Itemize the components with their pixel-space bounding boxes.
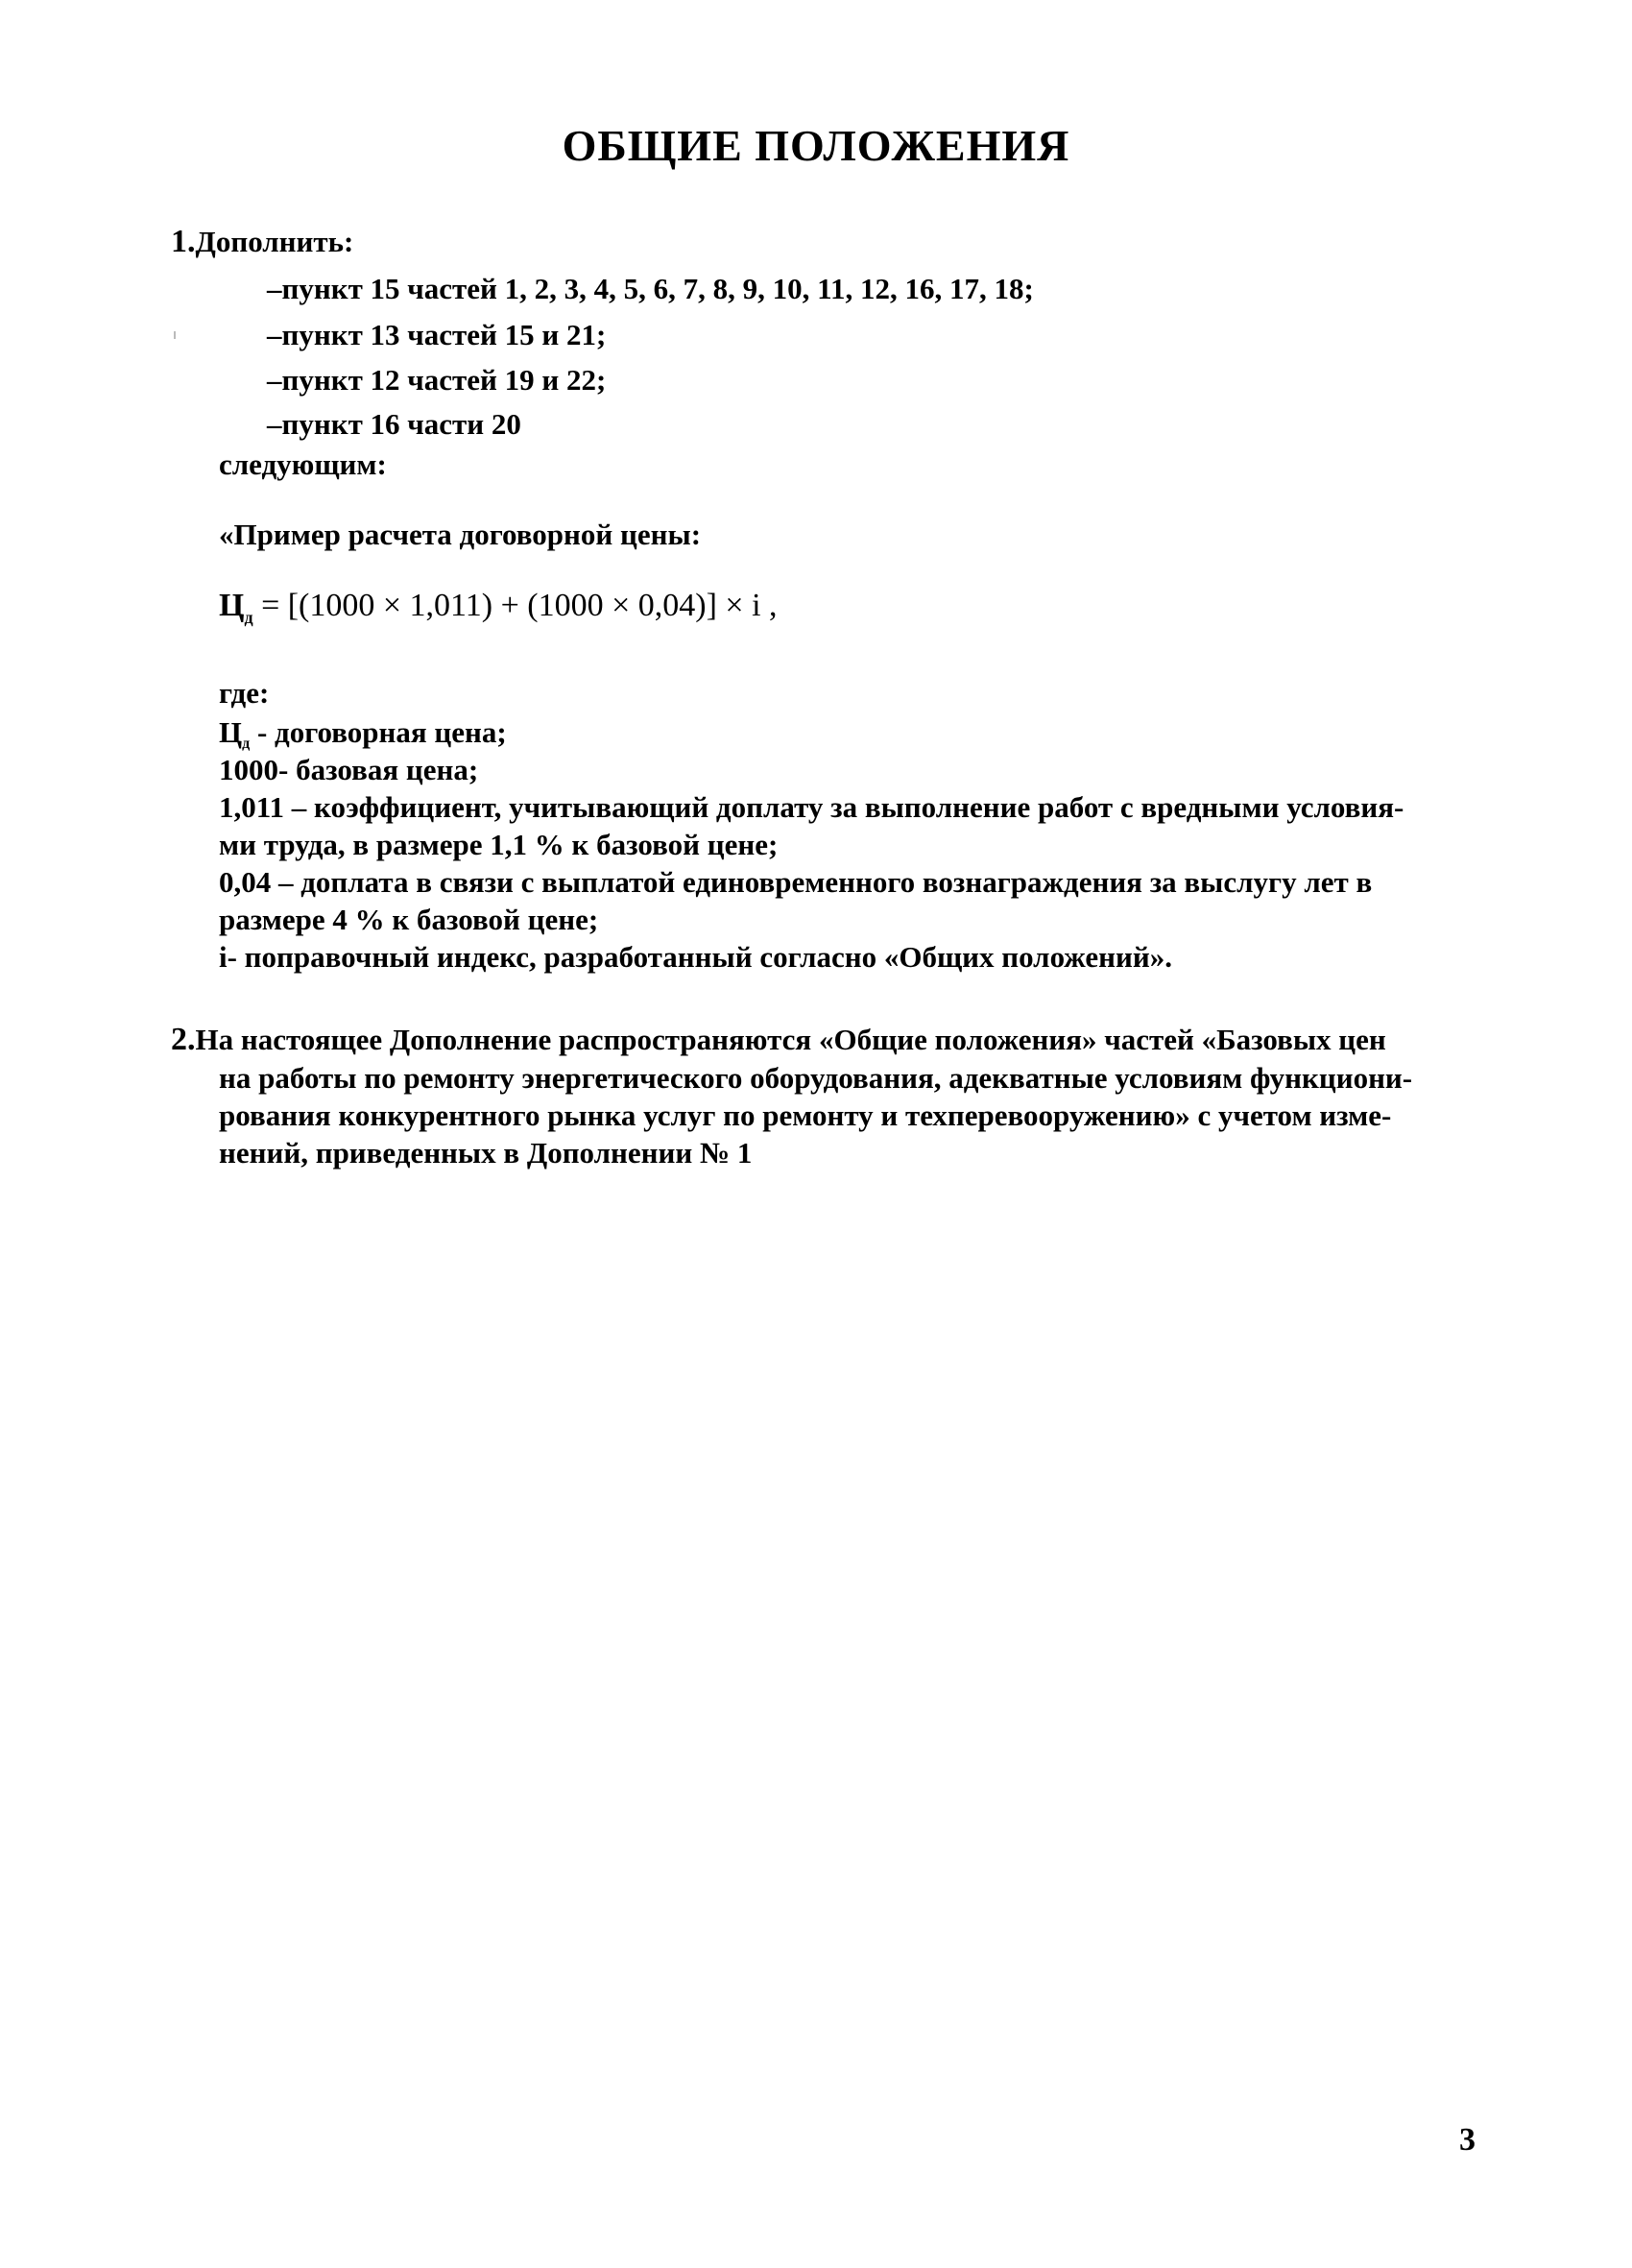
formula-expression: = [(1000 × 1,011) + (1000 × 0,04)] × i , [261, 588, 778, 623]
formula-lhs: Ц [219, 588, 245, 623]
definition-coefficient-line-1: 1,011 – коэффициент, учитывающий доплату за выполнение работ с вредными условия- [219, 790, 1404, 824]
page-number: 3 [1459, 2122, 1476, 2158]
section-1-number: 1. [171, 224, 196, 259]
section-2-number: 2. [171, 1022, 196, 1057]
price-formula [219, 588, 778, 628]
page-title: ОБЩИЕ ПОЛОЖЕНИЯ [562, 121, 1070, 170]
section-2-line-4: нений, приведенных в Дополнении № 1 [219, 1136, 753, 1170]
definition-index: i- поправочный индекс, разработанный согласно «Общих положений». [219, 940, 1172, 974]
definition-bonus-line-2: размере 4 % к базовой цене; [219, 903, 599, 936]
section-2-line-1 [171, 1022, 1386, 1058]
example-intro: «Пример расчета договорной цены: [219, 518, 702, 551]
section-1-item-3: –пункт 12 частей 19 и 22; [267, 363, 607, 397]
section-1-item-2: –пункт 13 частей 15 и 21; [267, 318, 607, 351]
section-2-line-3: рования конкурентного рынка услуг по ремонту и техперевооружению» с учетом изме- [219, 1098, 1392, 1132]
definition-symbol-sub: д [242, 736, 251, 752]
section-1-item-1: –пункт 15 частей 1, 2, 3, 4, 5, 6, 7, 8, 9, 10, 11, 12, 16, 17, 18; [267, 272, 1034, 305]
section-1-following: следующим: [219, 447, 387, 481]
section-1-heading-text: Дополнить: [195, 225, 354, 258]
section-1-item-4: –пункт 16 части 20 [267, 407, 521, 441]
section-2-text-1: На настоящее Дополнение распространяются «Общие положения» частей «Базовых цен [195, 1023, 1386, 1056]
section-2-line-2: на работы по ремонту энергетического оборудования, адекватные условиям функциони- [219, 1061, 1413, 1095]
scan-speck [174, 331, 176, 339]
where-label: где: [219, 676, 270, 710]
definition-coefficient-line-2: ми труда, в размере 1,1 % к базовой цене; [219, 828, 779, 861]
definition-symbol: Ц [219, 715, 243, 749]
section-1-heading [171, 224, 353, 260]
definition-base-price: 1000- базовая цена; [219, 753, 479, 786]
definition-bonus-line-1: 0,04 – доплата в связи с выплатой единовременного вознаграждения за выслугу лет в [219, 865, 1373, 899]
definition-text: - договорная цена; [250, 715, 507, 749]
formula-lhs-sub: д [244, 608, 253, 627]
